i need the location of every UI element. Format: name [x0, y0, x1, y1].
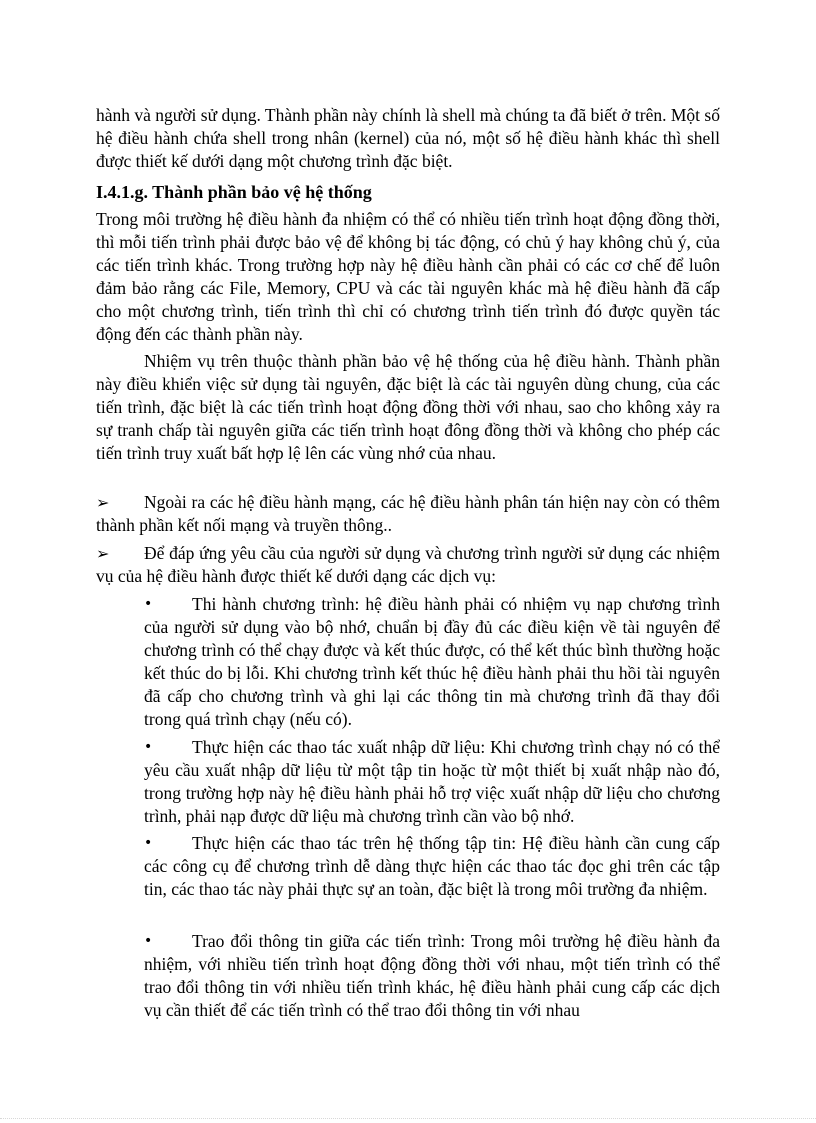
arrow-item-text: Để đáp ứng yêu cầu của người sử dụng và chương trình người sử dụng các nhiệm vụ của hệ điều hành được thiết kế dưới dạng các dịch vụ: [96, 543, 720, 586]
bullet-list-item [144, 593, 720, 731]
bullet-dot-icon: • [144, 835, 153, 851]
arrow-list-item [96, 542, 720, 588]
bullet-dot-icon: • [144, 596, 153, 612]
paragraph-1: Trong môi trường hệ điều hành đa nhiệm có thể có nhiều tiến trình hoạt động đồng thời, thì mỗi tiến trình phải được bảo vệ để không bị tác động, có chủ ý hay không chủ ý, của các tiến trình khác. Trong trường hợp này hệ điều hành cần phải có các cơ chế để luôn đảm bảo rằng các File, Memory, CPU và các tài nguyên khác mà hệ điều hành đã cấp cho một chương trình, tiến trình thì chỉ có chương trình tiến trình đó được quyền tác động đến các thành phần này. [96, 209, 720, 344]
arrow-bullet-icon: ➢ [96, 544, 110, 563]
bullet-list-item [144, 832, 720, 901]
intro-paragraph: hành và người sử dụng. Thành phần này chính là shell mà chúng ta đã biết ở trên. Một số hệ điều hành chứa shell trong nhân (kernel) của nó, một số hệ điều hành khác thì shell được thiết kế dưới dạng một chương trình đặc biệt. [96, 105, 720, 171]
bullet-dot-icon: • [144, 739, 153, 755]
page-bottom-divider [0, 1118, 816, 1119]
bullet-item-text: Thực hiện các thao tác trên hệ thống tập tin: Hệ điều hành cần cung cấp các công cụ để chương trình dễ dàng thực hiện các thao tác đọc ghi trên các tập tin, các thao tác này phải thực sự an toàn, đặc biệt là trong môi trường đa nhiệm. [144, 833, 720, 899]
section-heading: I.4.1.g. Thành phần bảo vệ hệ thống [96, 182, 372, 202]
arrow-list-item [96, 491, 720, 537]
arrow-item-text: Ngoài ra các hệ điều hành mạng, các hệ điều hành phân tán hiện nay còn có thêm thành phần kết nối mạng và truyền thông.. [96, 492, 720, 535]
paragraph-2: Nhiệm vụ trên thuộc thành phần bảo vệ hệ thống của hệ điều hành. Thành phần này điều khiển việc sử dụng tài nguyên, đặc biệt là các tài nguyên dùng chung, của các tiến trình, đặc biệt là các tiến trình hoạt động đồng thời với nhau, sao cho không xảy ra sự tranh chấp tài nguyên giữa các tiến trình hoạt đông đồng thời và không cho phép các tiến trình truy xuất bất hợp lệ lên các vùng nhớ của nhau. [96, 351, 720, 463]
bullet-list-item [144, 736, 720, 828]
bullet-dot-icon: • [144, 933, 153, 949]
bullet-item-text: Trao đổi thông tin giữa các tiến trình: Trong môi trường hệ điều hành đa nhiệm, với nhiều tiến trình hoạt động đồng thời với nhau, một tiến trình có thể trao đổi thông tin với nhiều tiến trình khác, hệ điều hành phải cung cấp các dịch vụ cần thiết để các tiến trình có thể trao đổi thông tin với nhau [144, 931, 720, 1020]
bullet-list-item [144, 930, 720, 1022]
arrow-bullet-icon: ➢ [96, 493, 110, 512]
bullet-item-text: Thi hành chương trình: hệ điều hành phải có nhiệm vụ nạp chương trình của người sử dụng vào bộ nhớ, chuẩn bị đầy đủ các điều kiện về tài nguyên để chương trình có thể chạy được và kết thúc được, có thể kết thúc bình thường hoặc kết thúc do bị lỗi. Khi chương trình kết thúc hệ điều hành phải thu hồi tài nguyên đã cấp cho chương trình và ghi lại các thông tin mà chương trình đã thay đổi trong quá trình chạy (nếu có). [144, 594, 720, 729]
bullet-item-text: Thực hiện các thao tác xuất nhập dữ liệu: Khi chương trình chạy nó có thể yêu cầu xuất nhập dữ liệu từ một tập tin hoặc từ một thiết bị xuất nhập nào đó, trong trường hợp này hệ điều hành phải hỗ trợ việc xuất nhập dữ liệu cho chương trình, phải nạp được dữ liệu mà chương trình cần vào bộ nhớ. [144, 737, 720, 826]
